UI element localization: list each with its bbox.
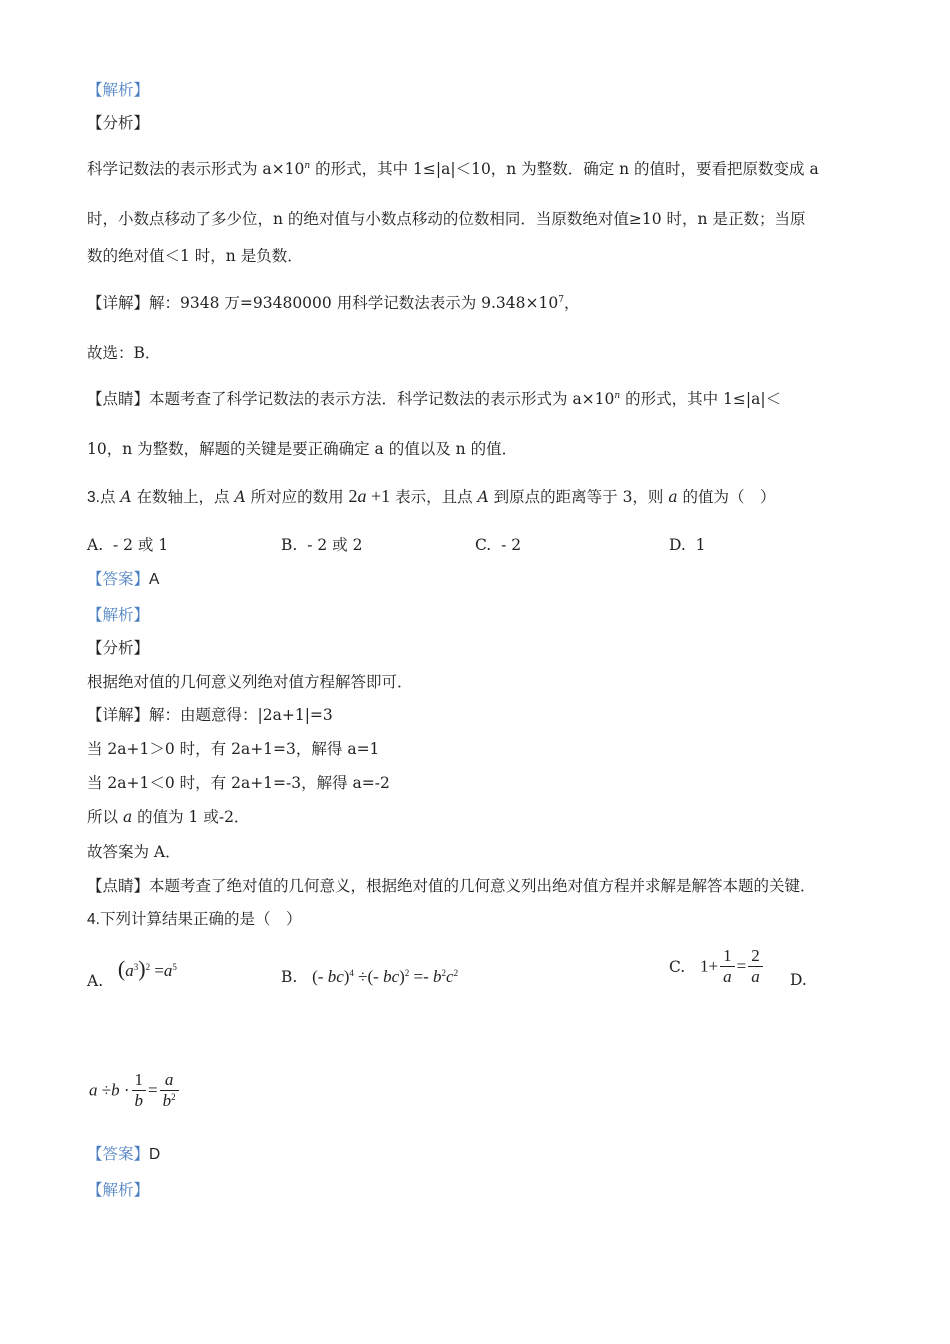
choice-line: 故选：B． [87,344,161,362]
question-4: 4.下列计算结果正确的是（ ） [87,910,302,928]
q4-option-c: C. 1+ $\frac{1}{a}$ = $\frac{2}{a}$ [669,946,765,987]
q3-case-2: 当 2a+1＜0 时，有 2a+1=-3，解得 a=-2 [87,774,390,792]
q3-conclusion: 故答案为 A． [87,843,181,861]
heading-jiexi-1: 【解析】 [87,81,150,99]
detail-line-1: 【详解】解：9348 万=93480000 用科学记数法表示为 $9.348\times 10^7$， [87,294,580,312]
heading-jiexi-q3: 【解析】 [87,606,150,624]
q3-case-1: 当 2a+1＞0 时，有 2a+1=3，解得 a=1 [87,740,380,758]
q4-option-d-letter: D. [790,971,807,989]
dianjing-line-2: 10，n 为整数，解题的关键是要正确确定 a 的值以及 n 的值． [87,440,518,458]
q3-so: 所以 a 的值为 1 或-2． [87,808,250,826]
analysis-line-3: 数的绝对值＜1 时，n 是负数． [87,247,303,265]
q3-dianjing: 【点睛】本题考查了绝对值的几何意义，根据绝对值的几何意义列出绝对值方程并求解是解答本题的关键． [87,877,816,895]
q4-answer: 【答案】D [87,1145,161,1163]
analysis-line-2: 时，小数点移动了多少位，n 的绝对值与小数点移动的位数相同．当原数绝对值≥10 时，n 是正数；当原 [87,210,806,228]
q3-option-d: D. 1 [669,536,706,554]
heading-fenxi-1: 【分析】 [87,114,150,132]
q4-option-a: A. $(a^3)^2 =a^5$ [87,956,177,990]
dianjing-line-1: 【点睛】本题考查了科学记数法的表示方法．科学记数法的表示形式为 $a\times 10^n$ 的形式，其中 1≤|a|＜ [87,390,782,408]
q3-detail: 【详解】解：由题意得：|2a+1|=3 [87,706,333,724]
heading-jiexi-q4: 【解析】 [87,1181,150,1199]
question-3: 3.点 A 在数轴上，点 A 所对应的数用 2a +1 表示，且点 A 到原点的距离等于 3，则 a 的值为（ ） [87,486,776,506]
q3-option-a: A. - 2 或 1 [87,536,169,554]
heading-fenxi-q3: 【分析】 [87,639,150,657]
q3-answer: 【答案】A [87,570,160,588]
q4-option-b: B. (- bc)$^4$ ÷(- $bc)^2 =- b^2c^2$ [281,967,459,986]
q4-option-d-expr: a ÷b · $\frac{1}{b}$ = $\frac{a}{b^2}$ [89,1070,181,1111]
q3-analysis: 根据绝对值的几何意义列绝对值方程解答即可． [87,673,413,691]
q3-option-c: C. - 2 [475,536,522,554]
q3-option-b: B. - 2 或 2 [281,536,363,554]
analysis-line-1: 科学记数法的表示形式为 $a\times 10^n$ 的形式，其中 1≤|a|＜10，n 为整数．确定 n 的值时，要看把原数变成 a [87,160,819,178]
